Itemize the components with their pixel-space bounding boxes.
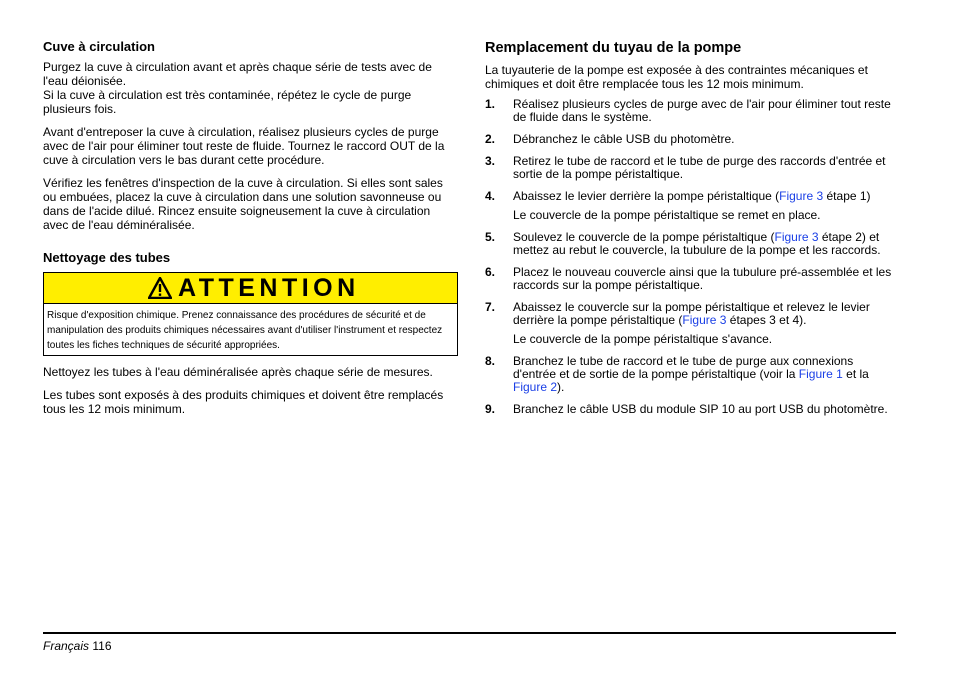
warning-header [44,273,457,304]
list-item: 2. Débranchez le câble USB du photomètre. [485,132,735,146]
warning-triangle-icon [148,277,172,299]
pompe-intro: La tuyauterie de la pompe est exposée à des contraintes mécaniques et chimiques et doit être remplacée tous les 12 mois minimum. [485,63,868,91]
figure-link[interactable]: Figure 3 [682,313,727,327]
section-heading-tubes: Nettoyage des tubes [43,250,171,265]
tubes-paragraph-2: Les tubes sont exposés à des produits chimiques et doivent être remplacés tous les 12 mois minimum. [43,388,444,416]
warning-title: ATTENTION [178,274,360,302]
tubes-paragraph-1: Nettoyez les tubes à l'eau déminéralisée après chaque série de mesures. [43,365,433,379]
list-item: 8. Branchez le tube de raccord et le tube de purge aux connexions d'entrée et de sortie de la pompe péristaltique (voir la Figure 1 et la Figure 2). [485,354,869,394]
list-item: 5. Soulevez le couvercle de la pompe péristaltique (Figure 3 étape 2) et mettez au rebut le couvercle, la tubulure de la pompe et les raccords. [485,230,881,257]
page-footer [43,639,112,653]
step-result: Le couvercle de la pompe péristaltique s'avance. [513,332,773,346]
cuve-paragraph-3: Vérifiez les fenêtres d'inspection de la cuve à circulation. Si elles sont sales ou embuées, placez la cuve à circulation dans une solution savonneuse ou dans de l'acide dilué. Rincez ensuite soigneusement la cuve à circulation avec de l'eau déminéralisée. [43,176,443,232]
figure-link[interactable]: Figure 2 [513,380,558,394]
figure-link[interactable]: Figure 3 [774,230,819,244]
cuve-paragraph-2: Avant d'entreposer la cuve à circulation, réalisez plusieurs cycles de purge avec de l'air pour éliminer tout reste de fluide. Tournez le raccord OUT de la cuve à circulation vers le bas durant cette procédure. [43,125,445,167]
left-column [43,39,458,416]
steps-list [485,98,895,416]
footer-divider [43,632,896,634]
right-column [485,39,895,416]
list-item: 1. Réalisez plusieurs cycles de purge avec de l'air pour éliminer tout reste de fluide dans le système. [485,97,891,124]
section-heading-cuve: Cuve à circulation [43,39,155,54]
figure-link[interactable]: Figure 3 [779,189,824,203]
list-item: 6. Placez le nouveau couvercle ainsi que la tubulure pré-assemblée et les raccords sur la pompe péristaltique. [485,265,892,292]
cuve-paragraph-1a: Purgez la cuve à circulation avant et après chaque série de tests avec de l'eau déionisée. [43,60,432,88]
figure-link[interactable]: Figure 1 [798,367,843,381]
footer-language: Français [43,639,90,653]
list-item: 7. Abaissez le couvercle sur la pompe péristaltique et relevez le levier derrière la pompe péristaltique (Figure 3 étapes 3 et 4). Le couvercle de la pompe péristaltique s'avance. [485,301,895,346]
list-item: 4. Abaissez le levier derrière la pompe péristaltique (Figure 3 étape 1) Le couvercle de la pompe péristaltique se remet en place. [485,190,895,222]
section-heading-pompe: Remplacement du tuyau de la pompe [485,40,742,56]
warning-box [43,272,458,356]
list-item: 3. Retirez le tube de raccord et le tube de purge des raccords d'entrée et sortie de la pompe péristaltique. [485,154,886,181]
cuve-paragraph-1b: Si la cuve à circulation est très contaminée, répétez le cycle de purge plusieurs fois. [43,88,412,116]
warning-text: Risque d'exposition chimique. Prenez connaissance des procédures de sécurité et de manipulation des produits chimiques nécessaires avant d'utiliser l'instrument et respectez toutes les fiches techniques de sécurité appropriées. [47,310,443,351]
page-number: 116 [92,639,112,653]
list-item: 9. Branchez le câble USB du module SIP 10 au port USB du photomètre. [485,402,888,416]
step-result: Le couvercle de la pompe péristaltique se remet en place. [513,208,821,222]
